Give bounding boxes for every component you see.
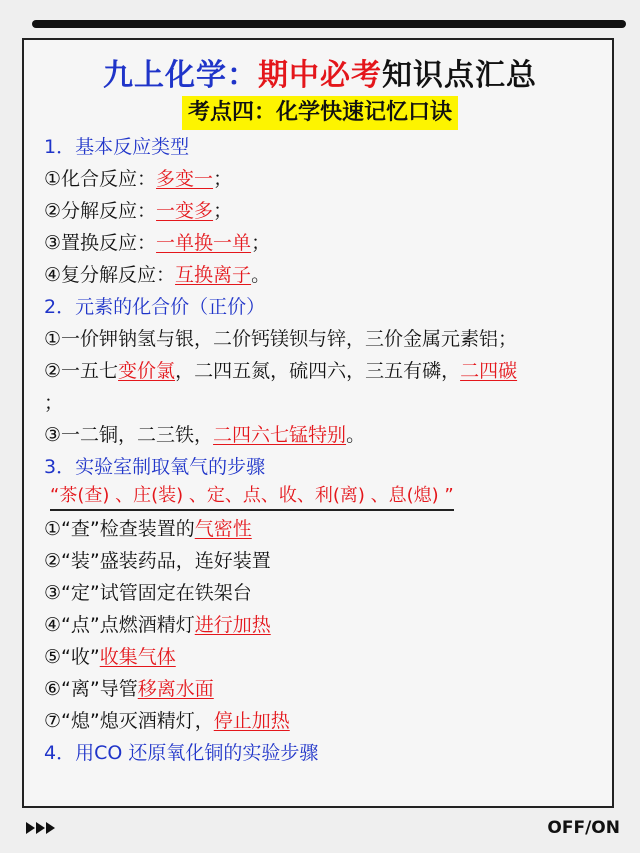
section-heading bbox=[44, 294, 265, 320]
line-text: ②“装”盛装药品，连好装置 bbox=[44, 550, 271, 572]
line-text: ③置换反应： bbox=[44, 232, 157, 254]
content-line bbox=[44, 580, 252, 606]
title-part-3: 知识点汇总 bbox=[382, 58, 537, 93]
title-part-1: 九上化学： bbox=[103, 58, 258, 93]
line-text: 1．基本反应类型 bbox=[44, 136, 190, 158]
content-line bbox=[44, 262, 270, 288]
section-heading bbox=[44, 740, 318, 766]
content-line bbox=[44, 326, 517, 352]
content-line bbox=[44, 166, 232, 192]
keyword-highlight: 停止加热 bbox=[213, 710, 290, 732]
line-text: 。 bbox=[346, 424, 366, 446]
line-text: ⑦“熄”熄灭酒精灯， bbox=[44, 710, 214, 732]
line-text: ④复分解反应： bbox=[44, 264, 176, 286]
keyword-highlight: 移离水面 bbox=[137, 678, 214, 700]
keyword-highlight: 变价氯 bbox=[118, 360, 176, 382]
page-title bbox=[0, 50, 640, 94]
line-text: ①化合反应： bbox=[44, 168, 157, 190]
keyword-highlight: 收集气体 bbox=[99, 646, 176, 668]
line-text: ，二四五氮，硫四六，三五有磷， bbox=[175, 360, 461, 382]
keyword-highlight: 一单换一单 bbox=[156, 232, 252, 254]
line-text: 3．实验室制取氧气的步骤 bbox=[44, 456, 266, 478]
content-line bbox=[44, 548, 271, 574]
line-text: ②分解反应： bbox=[44, 200, 157, 222]
line-text: ； bbox=[213, 200, 233, 222]
keyword-highlight: 气密性 bbox=[194, 518, 252, 540]
content-line bbox=[44, 358, 517, 384]
content-line bbox=[44, 644, 176, 670]
keyword-highlight: 互换离子 bbox=[175, 264, 252, 286]
line-text: ； bbox=[213, 168, 233, 190]
content-line bbox=[44, 708, 290, 734]
content-line bbox=[44, 390, 63, 416]
content-line bbox=[44, 612, 271, 638]
line-text: ⑥“离”导管 bbox=[44, 678, 138, 700]
keyword-highlight: 一变多 bbox=[156, 200, 214, 222]
line-text: ②一五七 bbox=[44, 360, 119, 382]
line-text: ； bbox=[251, 232, 271, 254]
line-text: ④“点”点燃酒精灯 bbox=[44, 614, 195, 636]
keyword-highlight: 二四碳 bbox=[460, 360, 518, 382]
line-text: 2．元素的化合价（正价） bbox=[44, 296, 266, 318]
top-bar bbox=[32, 20, 626, 28]
content-line bbox=[44, 198, 232, 224]
line-text: ⑤“收” bbox=[44, 646, 100, 668]
keyword-highlight: 二四六七锰特别 bbox=[213, 424, 347, 446]
section-heading bbox=[44, 454, 265, 480]
line-text: 4．用CO 还原氧化铜的实验步骤 bbox=[44, 742, 319, 764]
line-text: ①一价钾钠氢与银，二价钙镁钡与锌，三价金属元素铝； bbox=[44, 328, 518, 350]
keyword-highlight: 进行加热 bbox=[194, 614, 271, 636]
content-line bbox=[44, 422, 365, 448]
mnemonic-line: “茶(查) 、庄(装) 、定、点、收、利(离) 、息(熄) ” bbox=[50, 484, 454, 511]
section-heading bbox=[44, 134, 189, 160]
content-line bbox=[44, 230, 270, 256]
line-text: 。 bbox=[251, 264, 271, 286]
content-line bbox=[44, 676, 214, 702]
title-part-2: 期中必考 bbox=[258, 58, 382, 93]
arrows-icon bbox=[26, 822, 55, 834]
keyword-highlight: 多变一 bbox=[156, 168, 214, 190]
line-text: ； bbox=[44, 392, 64, 414]
line-text: ③一二铜，二三铁， bbox=[44, 424, 214, 446]
line-text: ③“定”试管固定在铁架台 bbox=[44, 582, 252, 604]
footer-brand: OFF/ON bbox=[547, 818, 620, 838]
content-line bbox=[44, 516, 252, 542]
line-text: ①“查”检查装置的 bbox=[44, 518, 195, 540]
subtitle-wrap bbox=[0, 96, 640, 130]
subtitle-highlight: 考点四：化学快速记忆口诀 bbox=[182, 96, 458, 130]
